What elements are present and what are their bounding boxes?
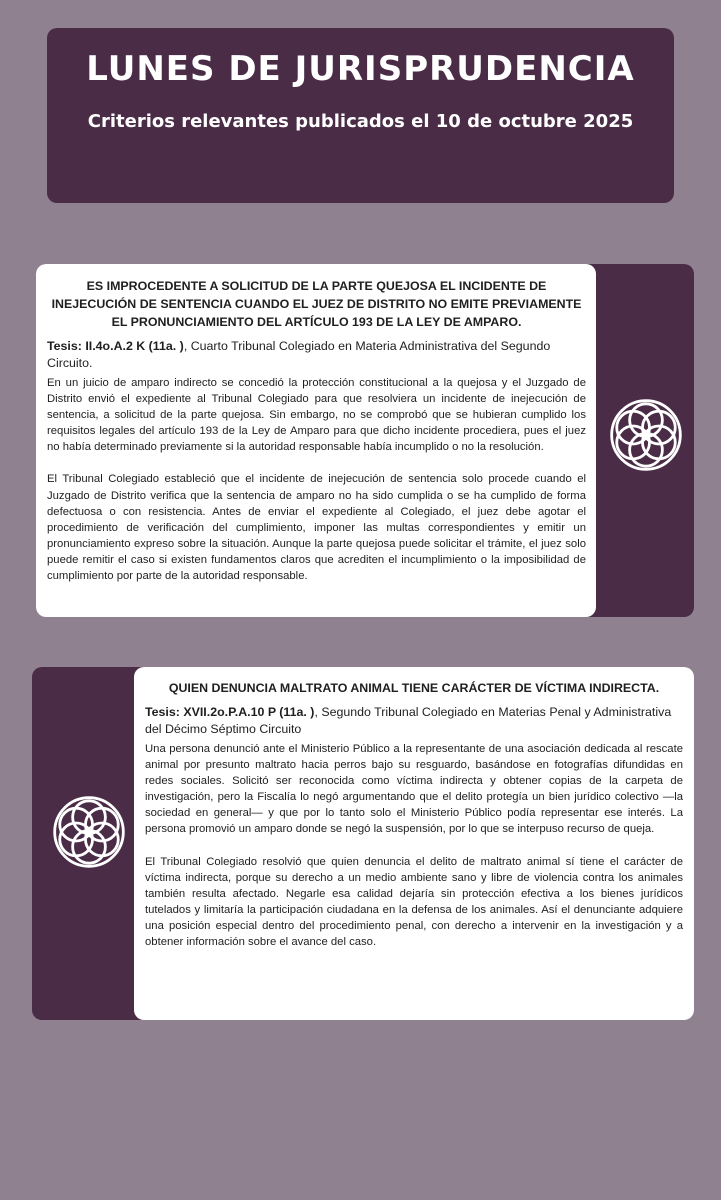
celtic-knot-icon xyxy=(607,396,685,474)
criterion-2-paragraph-2: El Tribunal Colegiado resolvió que quien denuncia el delito de maltrato animal sí tiene el carácter de víctima indirecta, porque su derecho a un medio ambiente sano y libre de violencia contra los animales también resulta afectado. Negarle esa calidad dejaría sin protección efectiva a los bienes jurídicos tutelados y limitaría la participación ciudadana en la defensa de los animales. Así el denunciante adquiere una posición especial dentro del procedimiento penal, con derecho a intervenir en la investigación y a obtener información sobre el avance del caso. xyxy=(145,855,683,949)
criterion-1-paragraph-1: En un juicio de amparo indirecto se concedió la protección constitucional a la quejosa y el Juzgado de Distrito envió el expediente al Tribunal Colegiado para que resolviera un incidente de inejecución de sentencia, a solicitud de la parte quejosa. Sin embargo, no se comprobó que se hubieran cumplido los requisitos legales del artículo 193 de la Ley de Amparo para que dicho incidente procediera, pues el juez no había determinado previamente si la autoridad responsable había incumplido o no la resolución. xyxy=(47,377,586,454)
criterion-1-tesis xyxy=(47,338,586,372)
criterion-1-court: , Cuarto Tribunal Colegiado en Materia Administrativa del Segundo Circuito. xyxy=(47,339,551,370)
criterion-2-tesis xyxy=(145,704,683,738)
criterion-2-heading: QUIEN DENUNCIA MALTRATO ANIMAL TIENE CARÁCTER DE VÍCTIMA INDIRECTA. xyxy=(168,681,660,695)
page-title: LUNES DE JURISPRUDENCIA xyxy=(86,49,635,89)
criterion-2-court: , Segundo Tribunal Colegiado en Materias Penal y Administrativa del Décimo Séptimo Circuito xyxy=(145,705,672,736)
page-subtitle: Criterios relevantes publicados el 10 de octubre 2025 xyxy=(87,111,634,132)
header-banner xyxy=(47,28,674,203)
criterion-1-card xyxy=(36,264,596,617)
celtic-knot-icon xyxy=(50,793,128,871)
criterion-2-card xyxy=(134,667,694,1020)
criterion-2-paragraph-1: Una persona denunció ante el Ministerio Público a la representante de una asociación dedicada al rescate animal por presunto maltrato hacia perros bajo su resguardo, basándose en fotografías difundidas en redes sociales. Solicitó ser reconocida como víctima indirecta y obtener copias de la carpeta de investigación, pero la Fiscalía lo negó argumentando que el delito protegía un bien jurídico colectivo —la sociedad en general— y que por lo tanto solo el Ministerio Público podía representar ese interés. La persona promovió un amparo donde se negó la suspensión, por lo que se interpuso recurso de queja. xyxy=(145,743,683,836)
criterion-1-tesis-id: Tesis: II.4o.A.2 K (11a. ) xyxy=(47,339,184,353)
criterion-1-paragraph-2: El Tribunal Colegiado estableció que el incidente de inejecución de sentencia solo procede cuando el Juzgado de Distrito verifica que la sentencia de amparo no ha sido cumplida o se ha cumplido de forma defectuosa o con resistencia. Antes de enviar el expediente al Colegiado, el juez debe agotar el procedimiento de verificación del cumplimiento, imponer las multas correspondientes y emitir un pronunciamiento expreso sobre la situación. Aunque la parte quejosa puede solicitar el trámite, el juez solo puede remitir el caso si existen fundamentos claros que acrediten el incumplimiento o la imposibilidad de cumplimiento por parte de la autoridad responsable. xyxy=(47,473,586,583)
criterion-2-tesis-id: Tesis: XVII.2o.P.A.10 P (11a. ) xyxy=(145,705,315,719)
criterion-1-heading: ES IMPROCEDENTE A SOLICITUD DE LA PARTE QUEJOSA EL INCIDENTE DE INEJECUCIÓN DE SENTENCIA CUANDO EL JUEZ DE DISTRITO NO EMITE PREVIAMENTE EL PRONUNCIAMIENTO DEL ARTÍCULO 193 DE LA LEY DE AMPARO. xyxy=(51,279,582,329)
